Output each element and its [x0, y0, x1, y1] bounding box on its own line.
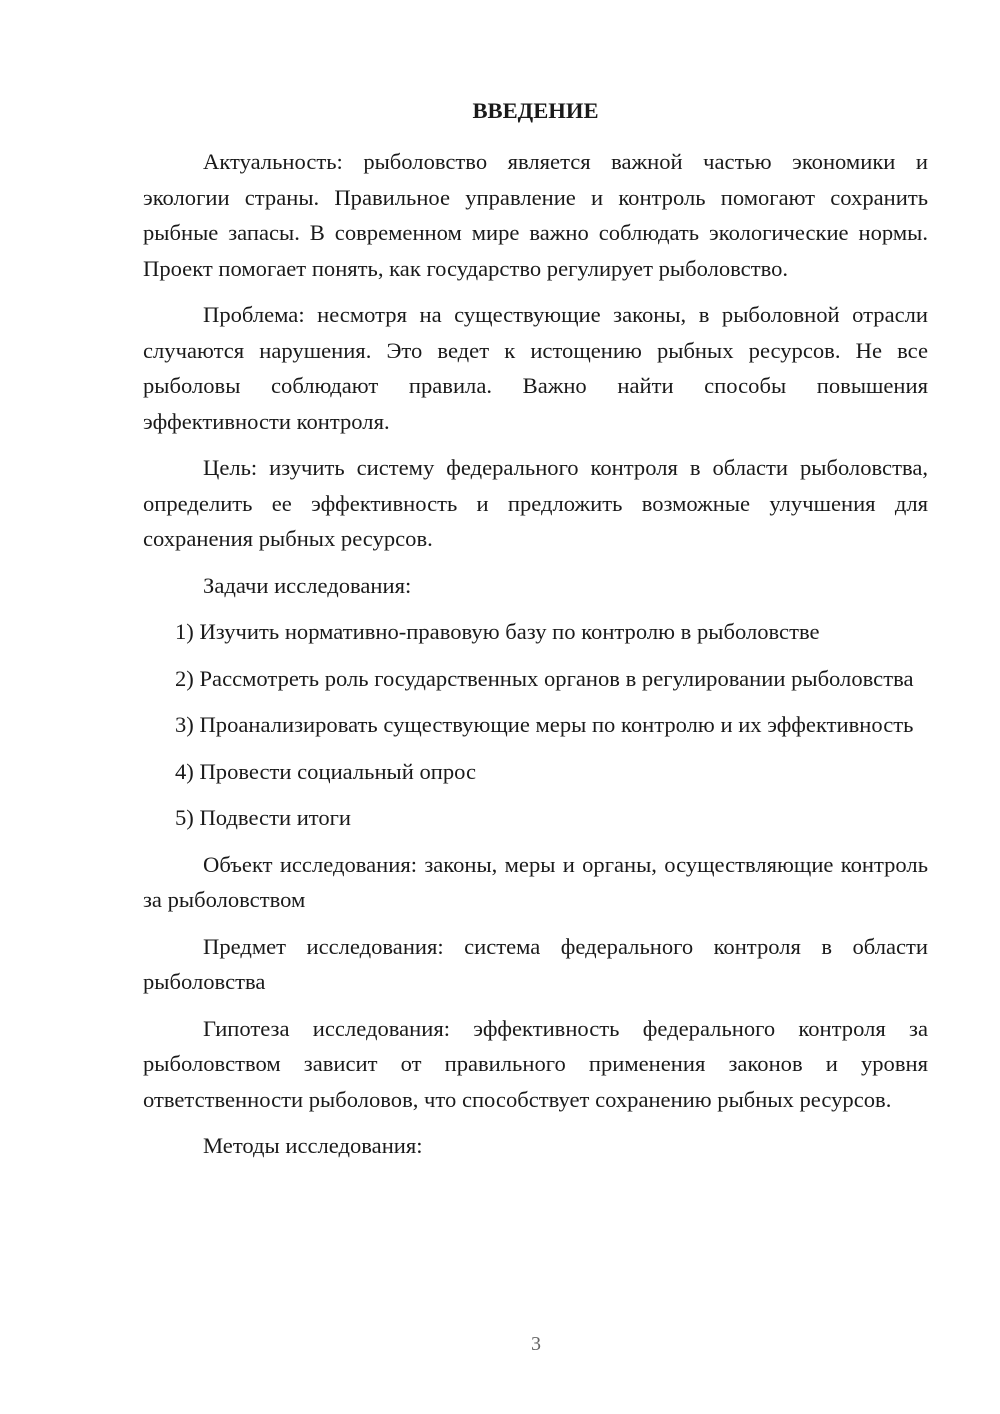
section-heading: ВВЕДЕНИЕ: [472, 98, 599, 123]
task-item-2: 2) Рассмотреть роль государственных органов в регулировании рыболовства: [175, 665, 914, 691]
task-item-4: 4) Провести социальный опрос: [175, 758, 477, 784]
relevance-paragraph: Актуальность: рыболовство является важной частью экономики и экологии страны. Правильное управление и контроль помогают сохранить рыбные запасы. В современном мире важно соблюдать экологические нормы. Проект помогает понять, как государство регулирует рыболовство.: [143, 149, 928, 281]
hypothesis-paragraph: Гипотеза исследования: эффективность федерального контроля за рыболовством зависит от правильного применения законов и уровня ответственности рыболовов, что способствует сохранению рыбных ресурсов.: [143, 1015, 928, 1112]
subject-paragraph: Предмет исследования: система федерального контроля в области рыболовства: [143, 933, 928, 994]
object-paragraph: Объект исследования: законы, меры и органы, осуществляющие контроль за рыболовством: [143, 851, 928, 912]
task-item-5: 5) Подвести итоги: [175, 805, 352, 830]
problem-paragraph: Проблема: несмотря на существующие законы, в рыболовной отрасли случаются нарушения. Это ведет к истощению рыбных ресурсов. Не все рыболовы соблюдают правила. Важно найти способы повышения эффективности контроля.: [143, 302, 928, 434]
task-item-3: 3) Проанализировать существующие меры по контролю и их эффективность: [175, 712, 914, 737]
page-content: [143, 96, 928, 1175]
goal-paragraph: Цель: изучить систему федерального контроля в области рыболовства, определить ее эффективность и предложить возможные улучшения для сохранения рыбных ресурсов.: [143, 455, 928, 551]
tasks-label: Задачи исследования:: [203, 572, 412, 598]
methods-label: Методы исследования:: [203, 1133, 423, 1158]
task-item-1: 1) Изучить нормативно-правовую базу по контролю в рыболовстве: [175, 619, 820, 644]
page-number: 3: [531, 1333, 541, 1355]
